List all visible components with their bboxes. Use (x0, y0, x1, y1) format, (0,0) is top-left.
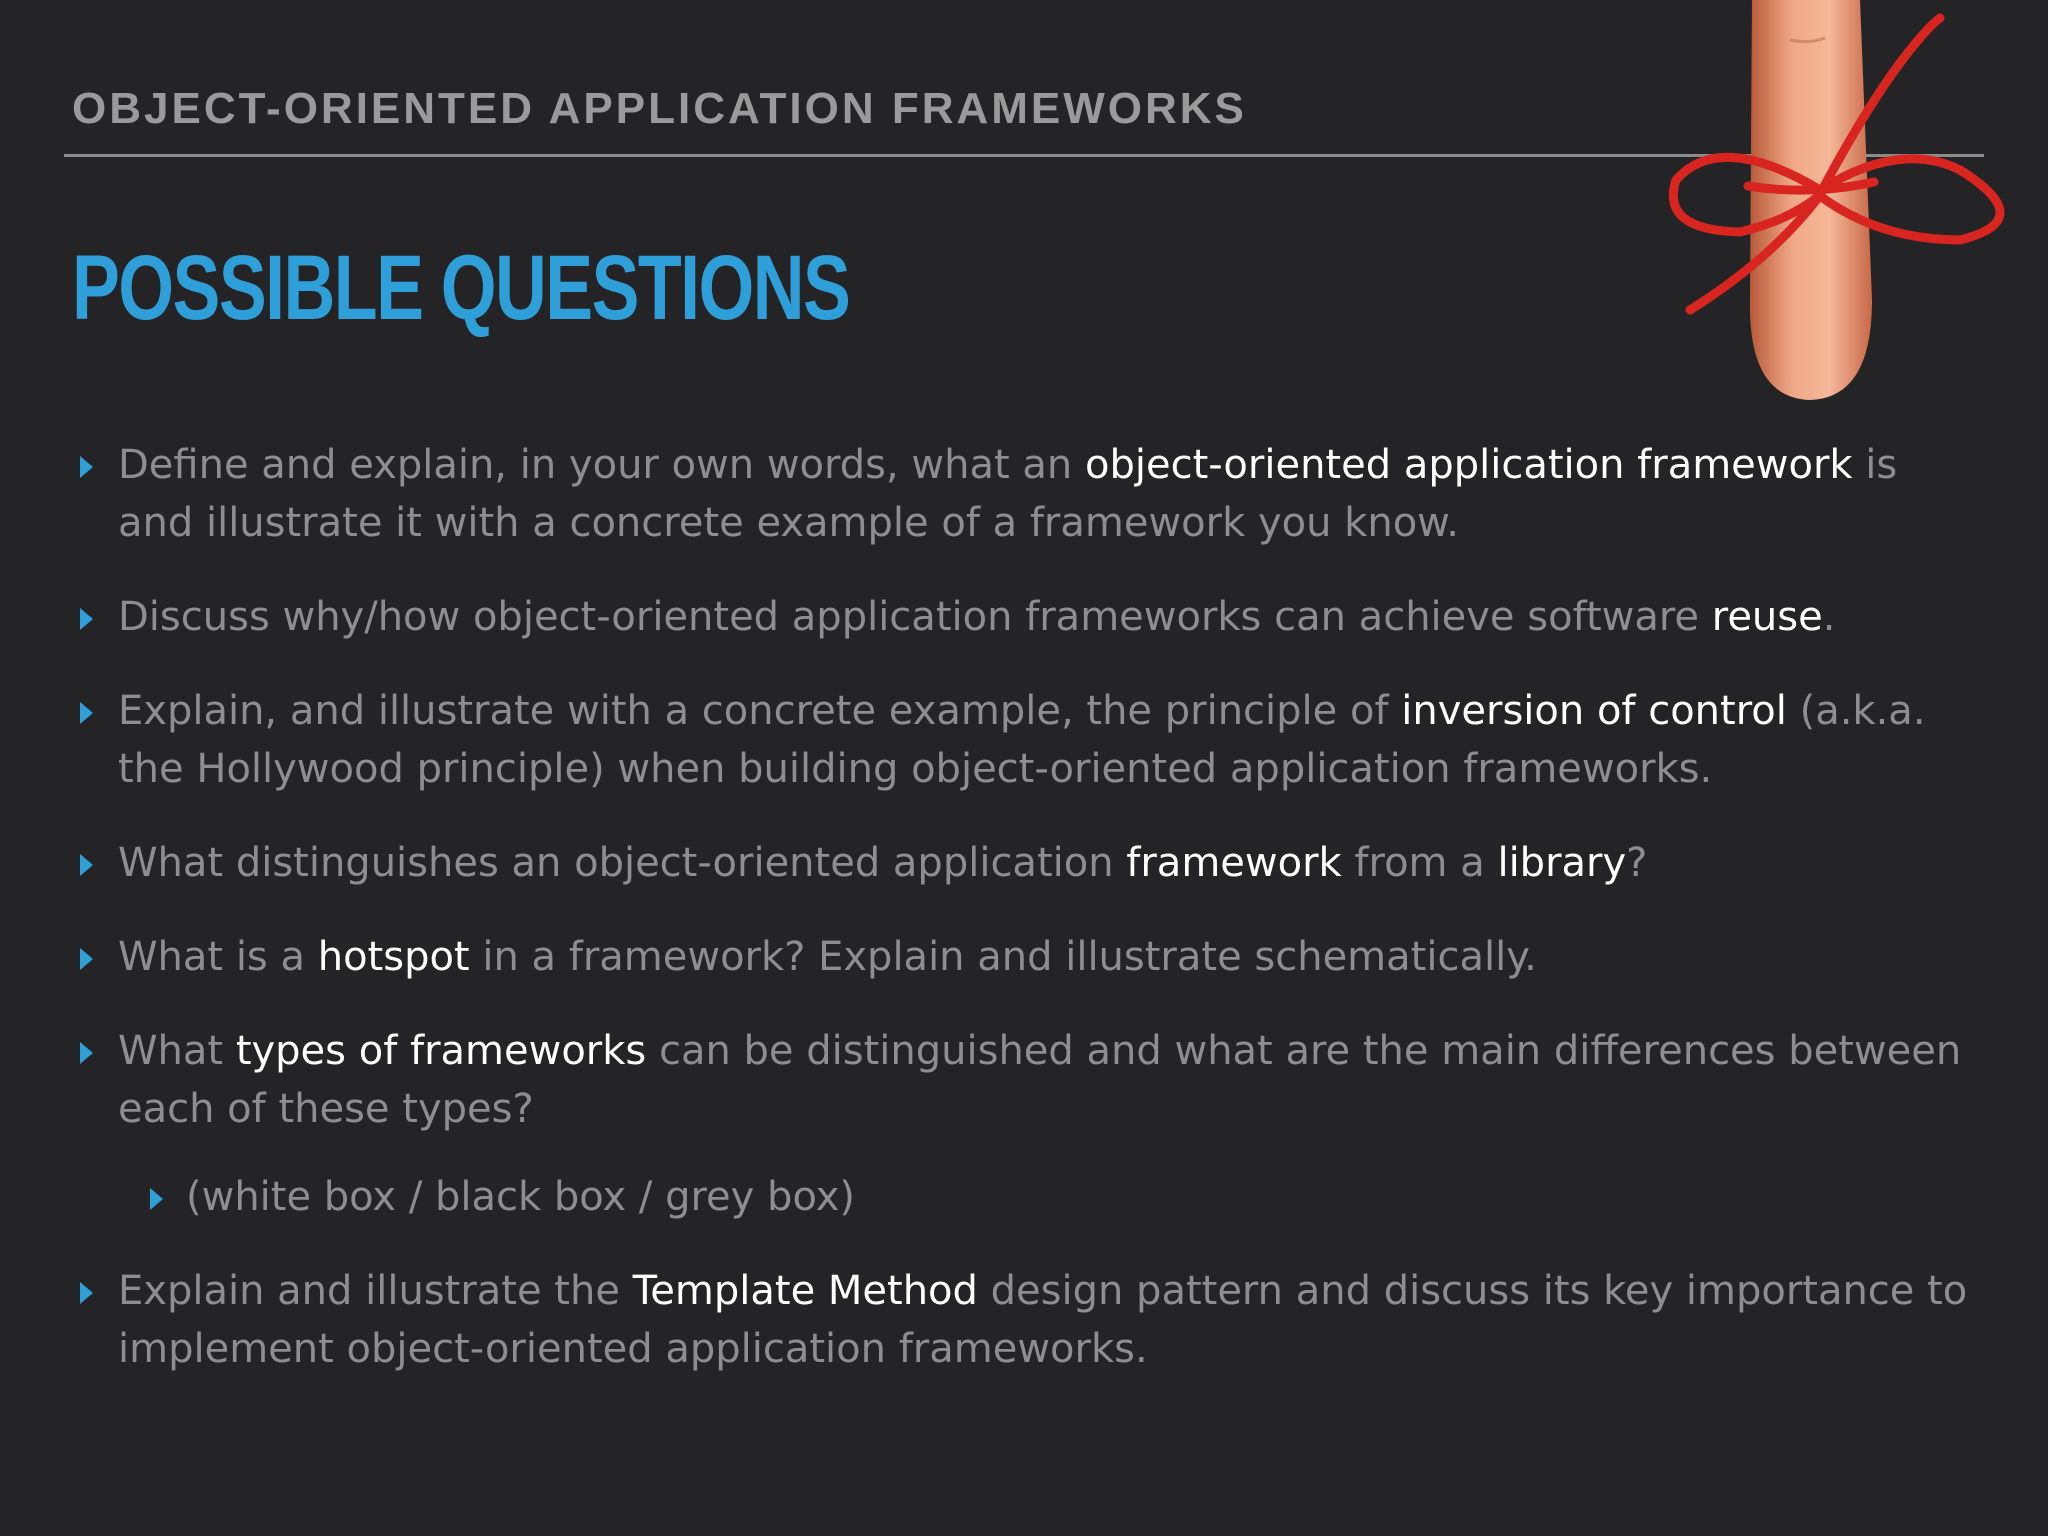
question-list (78, 436, 1978, 1414)
highlighted-term: reuse (1711, 594, 1823, 640)
highlighted-term: framework (1126, 840, 1342, 886)
slide-title: POSSIBLE QUESTIONS (72, 237, 850, 339)
bullet-text: (white box / black box / grey box) (186, 1174, 855, 1220)
highlighted-term: library (1497, 840, 1627, 886)
sub-bullet-item (78, 1168, 1978, 1226)
bullet-arrow-icon (80, 1042, 93, 1064)
bullet-item (78, 436, 1978, 552)
bullet-arrow-icon (80, 702, 93, 724)
bullet-arrow-icon (80, 1282, 93, 1304)
finger-with-red-string-icon (1660, 0, 2040, 410)
bullet-item (78, 1022, 1978, 1138)
bullet-text: Discuss why/how object-oriented application frameworks can achieve software (118, 594, 1712, 640)
bullet-text: What (118, 1028, 236, 1074)
bullet-item (78, 1262, 1978, 1378)
bullet-text: Explain, and illustrate with a concrete example, the principle of (118, 688, 1402, 734)
highlighted-term: types of frameworks (235, 1028, 647, 1074)
bullet-item (78, 682, 1978, 798)
highlighted-term: inversion of control (1401, 688, 1787, 734)
highlighted-term: Template Method (632, 1268, 978, 1314)
bullet-text: Explain and illustrate the (118, 1268, 633, 1314)
bullet-text: can be distinguished and what are the main differences between each of these types? (118, 1028, 1962, 1132)
bullet-text: (a.k.a. the Hollywood principle) when building object-oriented application frameworks. (118, 688, 1926, 792)
bullet-item (78, 834, 1978, 892)
highlighted-term: object-oriented application framework (1084, 442, 1853, 488)
bullet-text: from a (1341, 840, 1498, 886)
bullet-text: in a framework? Explain and illustrate schematically. (469, 934, 1537, 980)
highlighted-term: hotspot (317, 934, 470, 980)
bullet-text: . (1822, 594, 1836, 640)
bullet-arrow-icon (80, 456, 93, 478)
bullet-text: What is a (118, 934, 318, 980)
bullet-text: is and illustrate it with a concrete example of a framework you know. (118, 442, 1898, 546)
bullet-item (78, 588, 1978, 646)
bullet-text: design pattern and discuss its key importance to implement object-oriented application frameworks. (118, 1268, 1968, 1372)
slide-header: OBJECT-ORIENTED APPLICATION FRAMEWORKS (72, 84, 1247, 133)
bullet-text: ? (1626, 840, 1648, 886)
bullet-arrow-icon (80, 854, 93, 876)
bullet-text: Define and explain, in your own words, what an (118, 442, 1085, 488)
bullet-arrow-icon (80, 608, 93, 630)
bullet-text: What distinguishes an object-oriented application (118, 840, 1127, 886)
bullet-arrow-icon (150, 1188, 163, 1210)
bullet-arrow-icon (80, 948, 93, 970)
bullet-item (78, 928, 1978, 986)
